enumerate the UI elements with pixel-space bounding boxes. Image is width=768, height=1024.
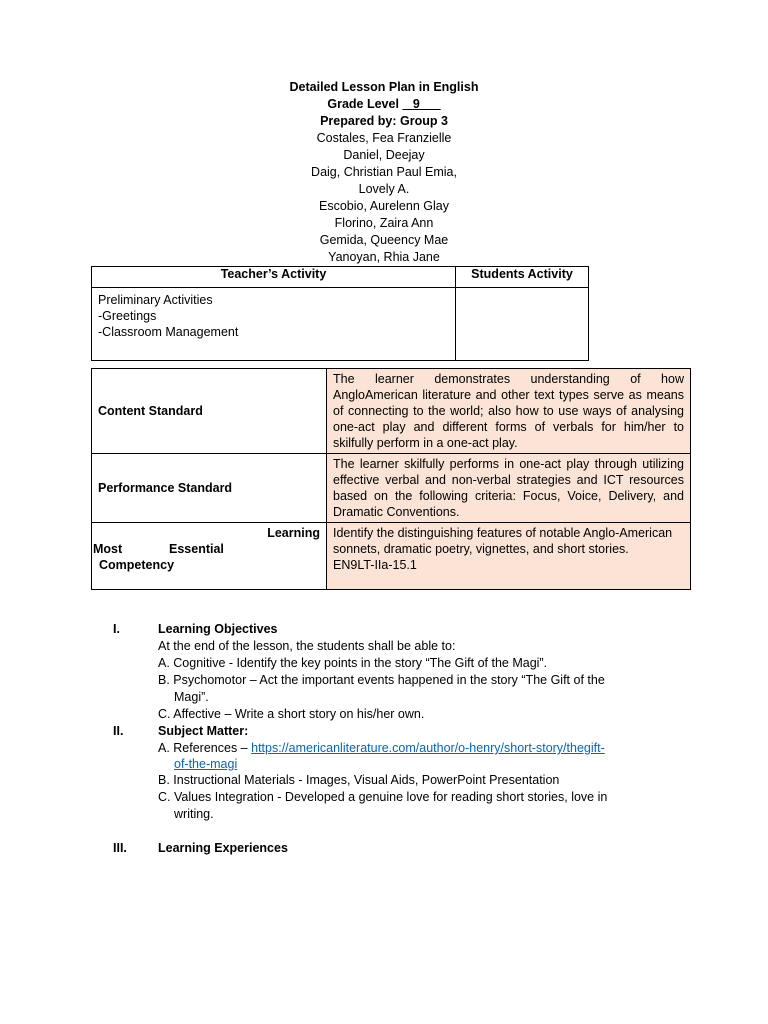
member-name: Costales, Fea Franzielle: [316, 131, 452, 145]
students-activity-cell: [456, 288, 589, 361]
teacher-activity-header: Teacher’s Activity: [92, 267, 456, 288]
activity-table: [91, 266, 589, 361]
member-name: Florino, Zaira Ann: [334, 216, 434, 230]
content-standard-row: [92, 369, 691, 454]
section-number: II.: [113, 724, 124, 738]
section-heading: Learning Objectives: [158, 622, 278, 636]
performance-standard-label: Performance Standard: [92, 454, 327, 523]
member-name: Gemida, Queency Mae: [319, 233, 449, 247]
references-link[interactable]: https://americanliterature.com/author/o-henry/short-story/thegift-: [251, 741, 605, 755]
mec-code: EN9LT-IIa-15.1: [333, 558, 417, 572]
teacher-activity-cell: [92, 288, 456, 361]
section-number: I.: [113, 622, 120, 636]
references-link-continued: [174, 756, 237, 772]
member-name: Daniel, Deejay: [343, 148, 425, 162]
performance-standard-value: The learner skilfully performs in one-act play through utilizing effective verbal and non-verbal strategies and ICT resources based on the following criteria: Focus, Voice, Delivery, and Dramatic Conventions.: [327, 454, 691, 523]
mec-description: Identify the distinguishing features of notable Anglo-American sonnets, dramatic poetry, vignettes, and short stories.: [333, 526, 673, 556]
teacher-activity-line: -Classroom Management: [98, 325, 239, 339]
activity-table-row: [92, 288, 589, 361]
subject-matter-item: C. Values Integration - Developed a genuine love for reading short stories, love in: [158, 790, 608, 804]
subject-matter-item: [158, 740, 605, 756]
mec-label-word: Most: [93, 542, 123, 556]
teacher-activity-line: -Greetings: [98, 309, 157, 323]
activity-table-header-row: [92, 267, 589, 288]
prepared-by: Prepared by: Group 3: [320, 114, 448, 128]
objective-item-continued: Magi”.: [174, 690, 209, 704]
objective-item: A. Cognitive - Identify the key points in the story “The Gift of the Magi”.: [158, 656, 548, 670]
mec-label: [92, 523, 327, 590]
member-name: Lovely A.: [358, 182, 410, 196]
standards-table: [91, 368, 691, 590]
document-title: Detailed Lesson Plan in English: [289, 80, 479, 94]
section-heading: Learning Experiences: [158, 841, 288, 855]
section-number: III.: [113, 841, 127, 855]
member-name: Yanoyan, Rhia Jane: [328, 250, 440, 264]
grade-level: [0, 96, 768, 113]
objectives-intro: At the end of the lesson, the students shall be able to:: [158, 639, 456, 653]
grade-level-label: Grade Level: [327, 97, 399, 111]
section-heading: Subject Matter:: [158, 724, 249, 738]
subject-matter-item: B. Instructional Materials - Images, Visual Aids, PowerPoint Presentation: [158, 773, 560, 787]
content-standard-value: The learner demonstrates understanding of how AngloAmerican literature and other text types serve as means of connecting to the world; also how to use ways of analysing one-act play and different forms of verbals for him/her to skilfully perform in a one-act play.: [327, 369, 691, 454]
performance-standard-row: [92, 454, 691, 523]
grade-level-value: 9: [412, 97, 420, 111]
references-label: A. References –: [158, 741, 248, 755]
mec-value: [327, 523, 691, 590]
mec-row: [92, 523, 691, 590]
content-standard-label: Content Standard: [92, 369, 327, 454]
objective-item: B. Psychomotor – Act the important events happened in the story “The Gift of the: [158, 673, 605, 687]
references-link-part[interactable]: of-the-magi: [174, 757, 238, 771]
mec-label-word: Competency: [99, 558, 175, 572]
students-activity-header: Students Activity: [456, 267, 589, 288]
mec-label-word: Essential: [169, 542, 224, 556]
mec-label-word: Learning: [267, 526, 320, 540]
subject-matter-item-continued: writing.: [174, 807, 214, 821]
member-name: Daig, Christian Paul Emia,: [311, 165, 457, 179]
teacher-activity-line: Preliminary Activities: [98, 293, 213, 307]
document-header: [0, 79, 768, 266]
objective-item: C. Affective – Write a short story on his/her own.: [158, 707, 425, 721]
member-name: Escobio, Aurelenn Glay: [319, 199, 449, 213]
